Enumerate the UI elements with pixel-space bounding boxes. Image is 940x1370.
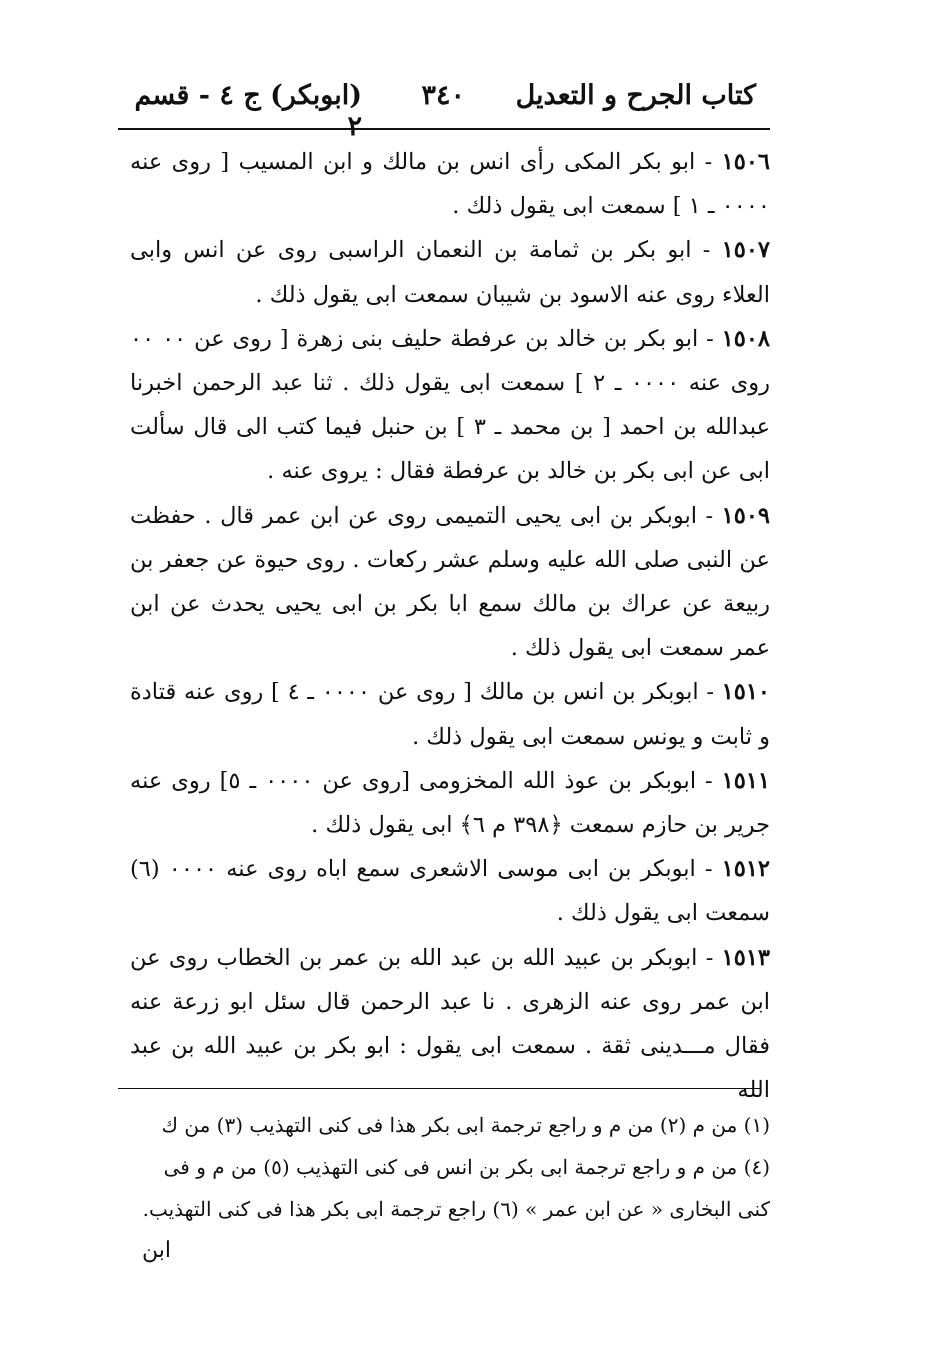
entries-body (130, 140, 770, 1112)
entry (130, 228, 770, 316)
entry-number: ١٥١٠ (721, 679, 771, 706)
footnote-line: (٤) من م و راجع ترجمة ابى بكر بن انس فى كنى التهذيب (٥) من م و فى (163, 1155, 770, 1179)
volume-label: (ابوبكر) ج ٤ - قسم ٢ (134, 80, 362, 142)
entry-text: - ابوبكر بن انس بن مالك [ روى عن ٠٠٠٠ ـ ٤ ] روى عنه قتادة و ثابت و يونس سمعت ابى يقول ذلك . (130, 679, 770, 750)
entry (130, 140, 770, 228)
header-rule (118, 128, 770, 130)
entry-number: ١٥١٢ (721, 856, 770, 883)
entry-text: - ابوبكر بن عبيد الله بن عبد الله بن عمر بن الخطاب روى عن ابن عمر روى عنه الزهرى . نا عبد الرحمن قال سئل ابو زرعة عنه فقال مـــدينى ثقة . سمعت ابى يقول : ابو بكر بن عبيد الله بن عبد الله (130, 944, 770, 1104)
entry (130, 670, 770, 758)
entry-text: - ابو بكر بن ثمامة بن النعمان الراسبى روى عن انس وابى العلاء روى عنه الاسود بن شيبان سمعت ابى يقول ذلك . (130, 237, 770, 308)
entry (130, 759, 770, 847)
footnote-line: (١) من م (٢) من م و راجع ترجمة ابى بكر هذا فى كنى التهذيب (٣) من ك (161, 1113, 770, 1137)
entry-number: ١٥٠٨ (721, 325, 770, 352)
entry (130, 936, 770, 1113)
page-number: ٣٤٠ (421, 80, 465, 111)
entry-number: ١٥١١ (721, 767, 770, 794)
running-header (118, 74, 770, 142)
entry-text: - ابو بكر بن خالد بن عرفطة حليف بنى زهرة [ روى عن ٠٠ ٠٠ روى عنه ٠٠٠٠ ـ ٢ ] سمعت ابى يقول ذلك . ثنا عبد الرحمن اخبرنا عبدالله بن احمد [ بن محمد ـ ٣ ] بن حنبل فيما كتب الى قال سألت ابى عن ابى بكر بن خالد بن عرفطة فقال : يروى عنه . (130, 325, 770, 485)
book-title: كتاب الجرح و التعديل (515, 80, 756, 111)
entry-number: ١٥١٣ (721, 944, 770, 971)
entry (130, 494, 770, 671)
entry-number: ١٥٠٦ (721, 149, 770, 175)
entry (130, 847, 770, 935)
entry-text: - ابوبكر بن عوذ الله المخزومى [روى عن ٠٠٠٠ ـ ٥] روى عنه جرير بن حازم سمعت ﴿٣٩٨ م ٦﴾ ابى يقول ذلك . (130, 767, 770, 839)
catchword: ابن (142, 1238, 171, 1263)
entry-text: - ابوبكر بن ابى موسى الاشعرى سمع اباه روى عنه ٠٠٠٠ (٦) سمعت ابى يقول ذلك . (130, 856, 770, 927)
footnotes-rule (118, 1088, 760, 1089)
footnotes (130, 1104, 770, 1230)
footnote-line: كنى البخارى « عن ابن عمر » (٦) راجع ترجمة ابى بكر هذا فى كنى التهذيب. (142, 1197, 770, 1221)
entry-text: - ابو بكر المكى رأى انس بن مالك و ابن المسيب [ روى عنه ٠٠٠٠ ـ ١ ] سمعت ابى يقول ذلك . (130, 149, 770, 220)
entry-text: - ابوبكر بن ابى يحيى التميمى روى عن ابن عمر قال . حفظت عن النبى صلى الله عليه وسلم عشر ركعات . روى حيوة عن جعفر بن ربيعة عن عراك بن مالك سمع ابا بكر بن ابى يحيى يحدث عن ابن عمر سمعت ابى يقول ذلك . (130, 502, 770, 662)
entry-number: ١٥٠٩ (721, 502, 770, 529)
entry-number: ١٥٠٧ (721, 237, 770, 264)
entry (130, 317, 770, 494)
